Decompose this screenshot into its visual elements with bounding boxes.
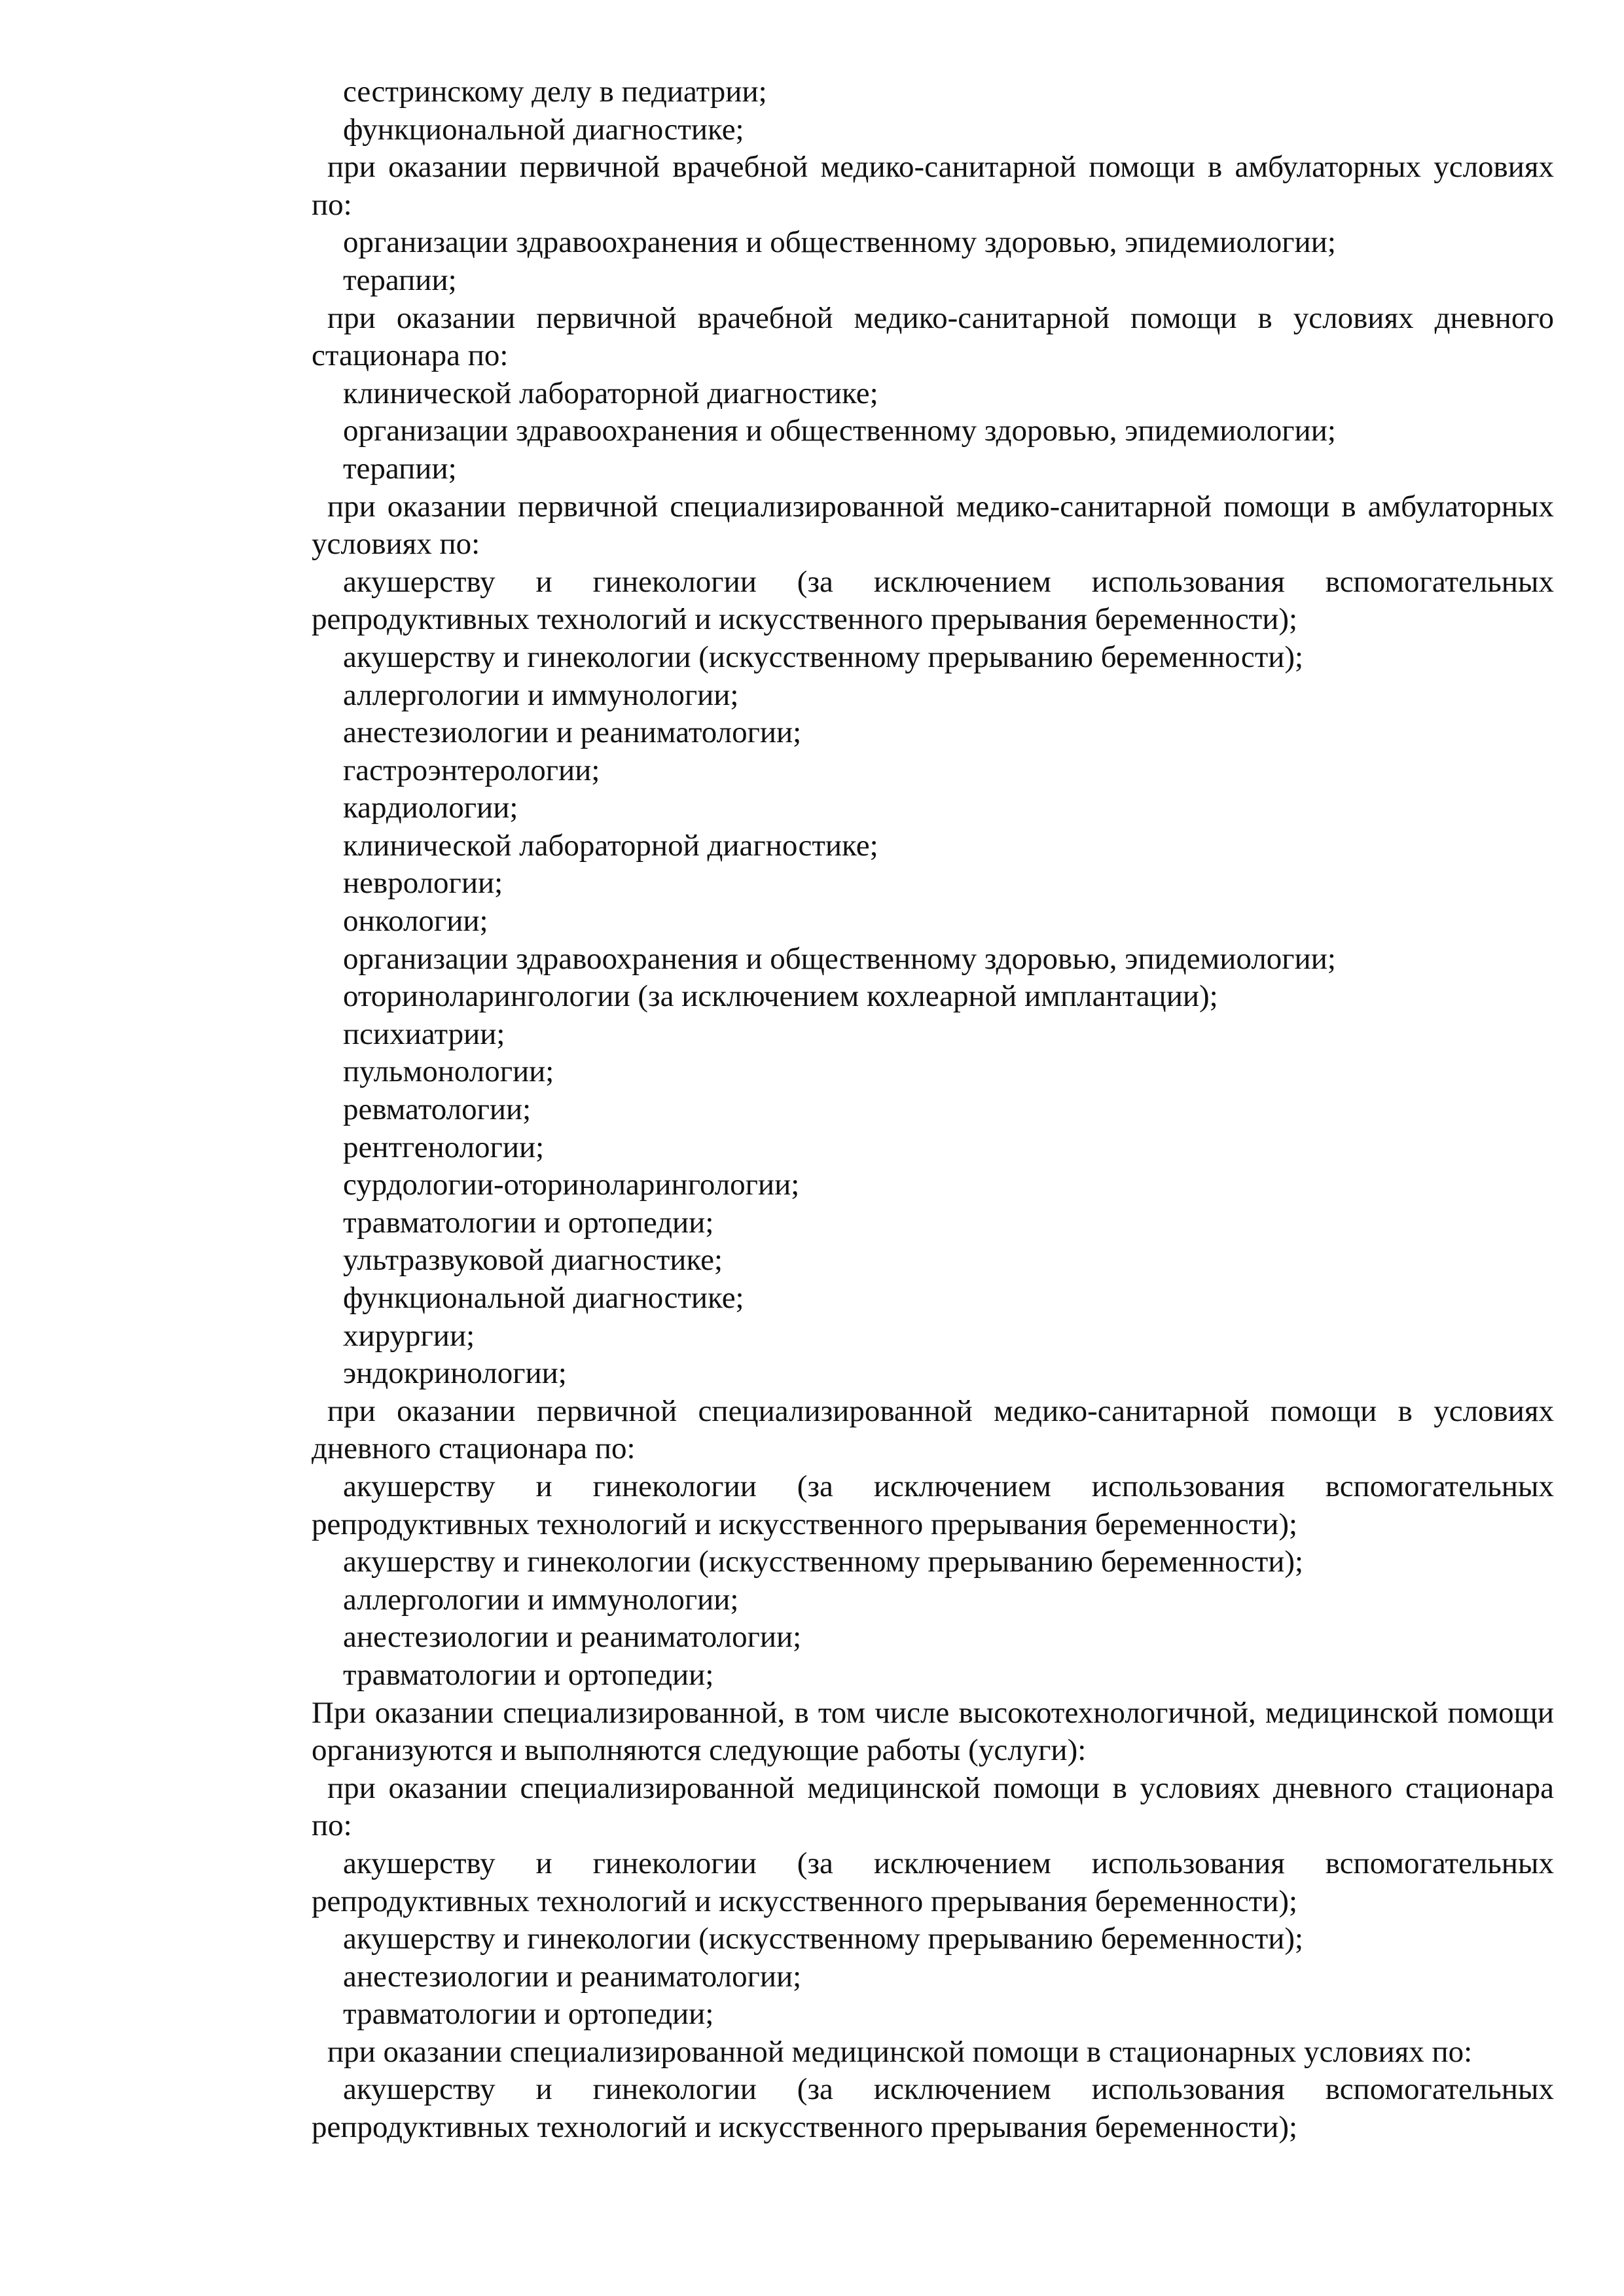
list-item: акушерству и гинекологии (за исключением использования вспомогательных репродуктивных технологий и искусственного прерывания беременности);	[312, 1469, 1554, 1541]
list-item: эндокринологии;	[343, 1356, 567, 1391]
list-item: организации здравоохранения и общественному здоровью, эпидемиологии;	[343, 414, 1336, 448]
list-item: функциональной диагностике;	[343, 1281, 744, 1315]
paragraph: при оказании первичной специализированной медико-санитарной помощи в условиях дневного стационара по:	[312, 1393, 1554, 1466]
list-item: травматологии и ортопедии;	[343, 1657, 714, 1692]
list-item: неврологии;	[343, 866, 503, 901]
list-item: акушерству и гинекологии (искусственному прерыванию беременности);	[343, 1922, 1304, 1956]
list-item: аллергологии и иммунологии;	[343, 677, 739, 712]
list-item: кардиологии;	[343, 791, 518, 825]
list-item: травматологии и ортопедии;	[343, 1205, 714, 1240]
list-item: психиатрии;	[343, 1016, 505, 1051]
paragraph: при оказании первичной врачебной медико-санитарной помощи в условиях дневного стационара по:	[312, 300, 1554, 373]
paragraph: при оказании первичной врачебной медико-санитарной помощи в амбулаторных условиях по:	[312, 150, 1554, 222]
list-item: акушерству и гинекологии (искусственному прерыванию беременности);	[343, 1545, 1304, 1579]
document-page	[312, 73, 1554, 2147]
list-item: пульмонологии;	[343, 1054, 554, 1089]
list-item: сестринскому делу в педиатрии;	[343, 75, 767, 109]
paragraph: при оказании первичной специализированной медико-санитарной помощи в амбулаторных условиях по:	[312, 489, 1554, 562]
list-item: терапии;	[343, 262, 457, 297]
list-item: акушерству и гинекологии (за исключением использования вспомогательных репродуктивных технологий и искусственного прерывания беременности);	[312, 1846, 1554, 1918]
list-item: акушерству и гинекологии (искусственному прерыванию беременности);	[343, 639, 1304, 674]
list-item: аллергологии и иммунологии;	[343, 1582, 739, 1617]
list-item: сурдологии-оториноларингологии;	[343, 1168, 800, 1202]
list-item: оториноларингологии (за исключением кохлеарной имплантации);	[343, 979, 1218, 1014]
list-item: анестезиологии и реаниматологии;	[343, 1620, 802, 1655]
list-item: анестезиологии и реаниматологии;	[343, 1959, 802, 1994]
paragraph: при оказании специализированной медицинской помощи в стационарных условиях по:	[327, 2034, 1473, 2069]
paragraph: при оказании специализированной медицинской помощи в условиях дневного стационара по:	[312, 1770, 1554, 1843]
list-item: организации здравоохранения и общественному здоровью, эпидемиологии;	[343, 941, 1336, 976]
list-item: ревматологии;	[343, 1092, 532, 1127]
list-item: клинической лабораторной диагностике;	[343, 376, 878, 410]
paragraph: При оказании специализированной, в том числе высокотехнологичной, медицинской помощи организуются и выполняются следующие работы (услуги):	[312, 1695, 1554, 1768]
list-item: гастроэнтерологии;	[343, 753, 600, 787]
list-item: ультразвуковой диагностике;	[343, 1243, 723, 1278]
list-item: акушерству и гинекологии (за исключением использования вспомогательных репродуктивных технологий и искусственного прерывания беременности);	[312, 2072, 1554, 2145]
list-item: хирургии;	[343, 1318, 475, 1353]
list-item: терапии;	[343, 451, 457, 486]
list-item: рентгенологии;	[343, 1130, 545, 1164]
list-item: анестезиологии и реаниматологии;	[343, 715, 802, 750]
list-item: организации здравоохранения и общественному здоровью, эпидемиологии;	[343, 225, 1336, 260]
list-item: травматологии и ортопедии;	[343, 1997, 714, 2032]
list-item: клинической лабораторной диагностике;	[343, 828, 878, 863]
list-item: функциональной диагностике;	[343, 112, 744, 147]
list-item: акушерству и гинекологии (за исключением использования вспомогательных репродуктивных технологий и искусственного прерывания беременности);	[312, 564, 1554, 637]
list-item: онкологии;	[343, 904, 488, 939]
